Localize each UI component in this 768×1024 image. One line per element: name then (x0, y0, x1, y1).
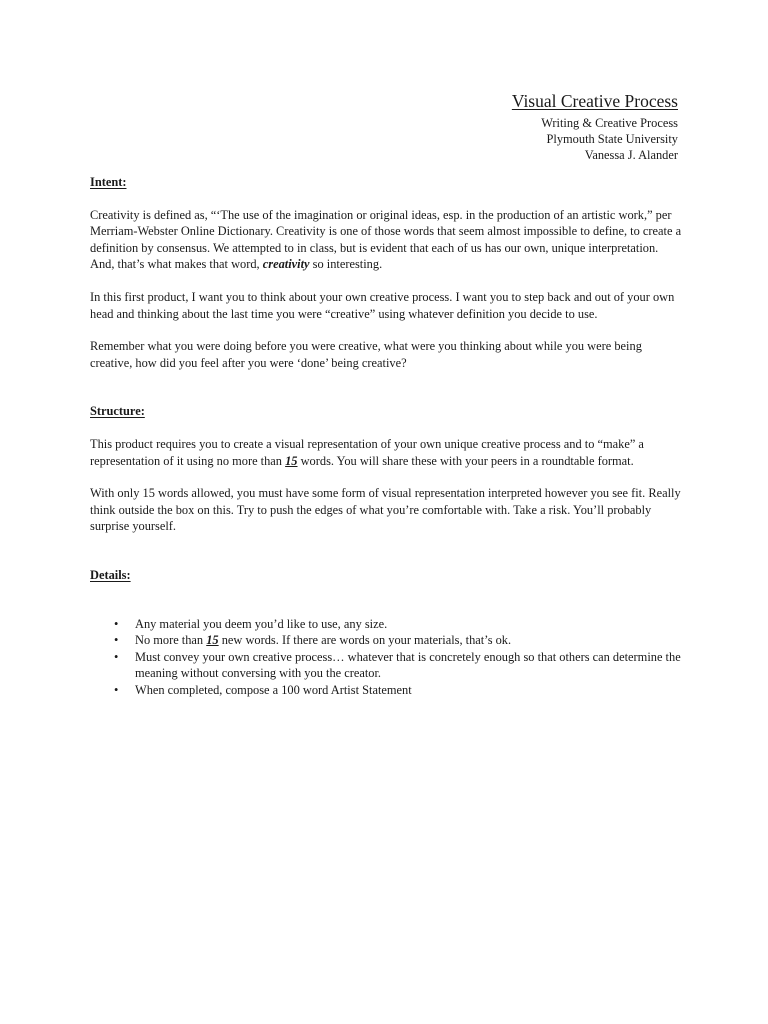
details-item-4: When completed, compose a 100 word Artist Statement (135, 682, 412, 697)
intent-paragraph-2: In this first product, I want you to think about your own creative process. I want you to step back and out of your own head and thinking about the last time you were “creative” using whatever definition you decide to use. (90, 289, 675, 321)
list-item (90, 616, 682, 633)
list-item (90, 682, 682, 699)
list-item (90, 632, 682, 649)
details-item-3: Must convey your own creative process… whatever that is concretely enough so that others can determine the meaning without conversing with you the creator. (135, 649, 681, 681)
details-item-2-text-b: new words. If there are words on your materials, that’s ok. (218, 633, 512, 648)
bullet-icon: • (114, 633, 119, 648)
structure-paragraph-1 (90, 436, 682, 469)
details-item-1: Any material you deem you’d like to use, any size. (135, 616, 388, 631)
intent-paragraph-3: Remember what you were doing before you were creative, what were you thinking about while you were being creative, how did you feel after you were ‘done’ being creative? (90, 339, 642, 370)
bullet-icon: • (114, 649, 119, 664)
structure-paragraph-2: With only 15 words allowed, you must have some form of visual representation interpreted however you see fit. Really think outside the box on this. Try to push the edges of what you’re comfortable with. Take a risk. You’ll probably surprise yourself. (90, 486, 681, 534)
list-item (90, 649, 682, 682)
structure-p1-text-a: This product requires you to create a visual representation of your own unique creative process and to “make” a representation of it using no more than (90, 436, 644, 468)
intent-heading: Intent: (90, 175, 127, 189)
course-name: Writing & Creative Process (541, 116, 678, 130)
intent-p1-text-b: so interesting. (309, 257, 383, 272)
intent-p1-text-a: Creativity is defined as, “‘The use of the imagination or original ideas, esp. in the production of an artistic work,” per Merriam-Webster Online Dictionary. Creativity is one of those words that seem almost impossible to define, to create a definition by consensus. We attempted to in class, but is evident that each of us has our own, unique interpretation. And, that’s what makes that word, (90, 207, 682, 272)
document-body (90, 174, 682, 698)
bullet-icon: • (114, 682, 119, 697)
details-item-2-text-a: No more than (135, 633, 207, 648)
document-title: Visual Creative Process (511, 91, 678, 111)
structure-p1-text-b: words. You will share these with your peers in a roundtable format. (297, 453, 634, 468)
author-name: Vanessa J. Alander (584, 148, 678, 162)
details-item-2-emphasis: 15 (206, 633, 219, 648)
intent-paragraph-1 (90, 207, 682, 273)
bullet-icon: • (114, 616, 119, 631)
structure-heading: Structure: (90, 404, 145, 419)
university-name: Plymouth State University (546, 132, 678, 146)
details-list (90, 616, 682, 699)
structure-p1-emphasis: 15 (285, 453, 298, 468)
document-header (512, 90, 678, 163)
intent-p1-emphasis: creativity (262, 257, 310, 272)
details-heading: Details: (90, 567, 131, 582)
